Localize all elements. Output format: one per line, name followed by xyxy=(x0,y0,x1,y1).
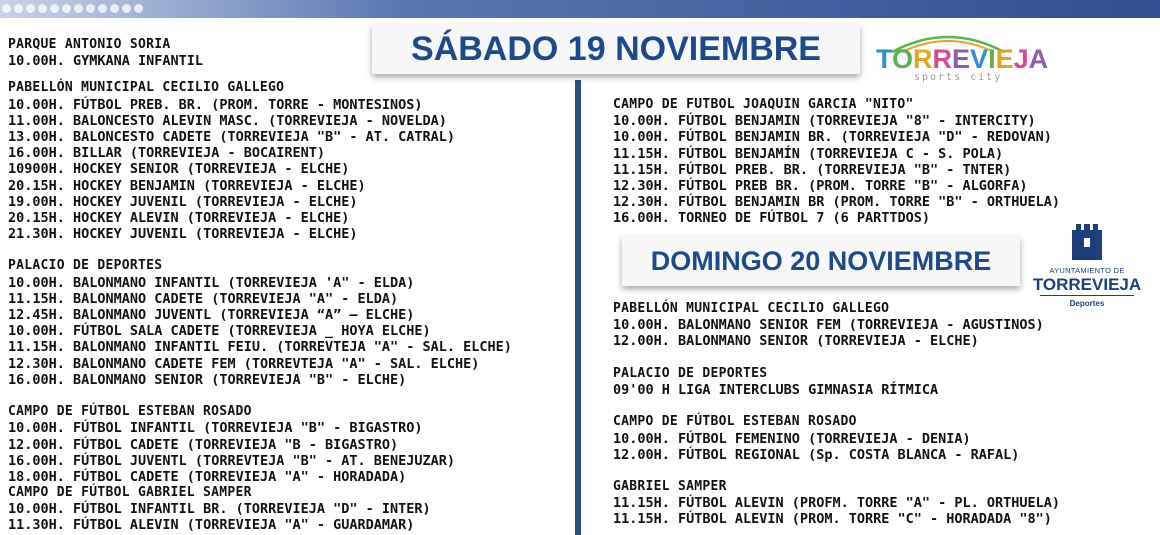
top-decorative-bar xyxy=(0,0,1160,18)
venue-heading: CAMPO DE FÚTBOL ESTEBAN ROSADO xyxy=(8,404,252,420)
ayuntamiento-rule xyxy=(1040,295,1134,296)
ayuntamiento-line2: TORREVIEJA xyxy=(1032,275,1142,294)
event-line: 16.00H. FÚTBOL JUVENTL (TORREVTEJA "B" - AT. BENEJUZAR) xyxy=(8,452,456,469)
event-line: 11.15H. BALONMANO CADETE (TORREVIEJA "A" - ELDA) xyxy=(8,290,399,307)
event-line: 10.00H. FÚTBOL SALA CADETE (TORREVIEJA _ HOYA ELCHE) xyxy=(8,323,431,340)
saturday-banner: SÁBADO 19 NOVIEMBRE xyxy=(372,24,860,74)
event-line: 12.30H. FÚTBOL PREB BR. (PROM. TORRE "B" - ALGORFA) xyxy=(613,177,1028,194)
event-line: 12.00H. FÚTBOL CADETE (TORREVIEJA "B - BIGASTRO) xyxy=(8,436,399,453)
venue-heading: GABRIEL SAMPER xyxy=(613,479,727,495)
event-line: 10.00H. FÚTBOL FEMENINO (TORREVIEJA - DENIA) xyxy=(613,430,971,447)
torrevieja-logo-word: TORREVIEJA xyxy=(876,44,1049,74)
saturday-right-column xyxy=(613,97,1060,227)
event-line: 16.00H. TORNEO DE FÚTBOL 7 (6 PARTTDOS) xyxy=(613,210,930,227)
event-line: 16.00H. BILLAR (TORREVIEJA - BOCAIRENT) xyxy=(8,145,325,162)
torrevieja-logo-subtitle: sports city xyxy=(914,72,1003,83)
event-line: 12.30H. BALONMANO CADETE FEM (TORREVTEJA "A" - SAL. ELCHE) xyxy=(8,355,480,372)
event-line: 10.00H. FÚTBOL INFANTIL BR. (TORREVIEJA "D" - INTER) xyxy=(8,501,431,518)
event-line: 11.30H. FÚTBOL ALEVIN (TORREVIEJA "A" - GUARDAMAR) xyxy=(8,517,415,534)
venue-heading: PALACIO DE DEPORTES xyxy=(613,365,768,381)
event-line: 11.15H. FÚTBOL ALEVIN (PROM. TORRE "C" - HORADADA "8") xyxy=(613,511,1052,528)
ayuntamiento-line3: Deportes xyxy=(1069,299,1105,308)
event-line: 11.15H. FÚTBOL BENJAMÍN (TORREVIEJA C - S. POLA) xyxy=(613,145,1004,162)
event-line: 10.00H. BALONMANO SENIOR FEM (TORREVIEJA - AGUSTINOS) xyxy=(613,317,1044,334)
event-line: 11.00H. BALONCESTO ALEVIN MASC. (TORREVIEJA - NOVELDA) xyxy=(8,112,447,129)
event-line: 10.00H. FÚTBOL INFANTIL (TORREVIEJA "B" - BIGASTRO) xyxy=(8,420,423,437)
ayuntamiento-line1: AYUNTAMIENTO DE xyxy=(1049,266,1125,275)
decorative-dots xyxy=(0,4,143,14)
event-line: 13.00H. BALONCESTO CADETE (TORREVIEJA "B" - AT. CATRAL) xyxy=(8,128,456,145)
event-line: 10900H. HOCKEY SENIOR (TORREVIEJA - ELCHE) xyxy=(8,161,350,178)
sunday-banner: DOMINGO 20 NOVIEMBRE xyxy=(622,236,1020,286)
venue-heading: PARQUE ANTONIO SORIA xyxy=(8,37,171,52)
torrevieja-sports-city-logo xyxy=(874,28,1049,84)
venue-heading: PALACIO DE DEPORTES xyxy=(8,258,163,274)
event-line: 12.00H. BALONMANO SENIOR (TORREVIEJA - ELCHE) xyxy=(613,333,979,350)
event-line: 10.00H. FÚTBOL BENJAMIN BR. (TORREVIEJA "D" - REDOVAN) xyxy=(613,129,1052,146)
event-line: 16.00H. BALONMANO SENIOR (TORREVIEJA "B" - ELCHE) xyxy=(8,371,407,388)
event-line: 10.00H. BALONMANO INFANTIL (TORREVIEJA 'A" - ELDA) xyxy=(8,274,415,291)
venue-heading: PABELLÓN MUNICIPAL CECILIO GALLEGO xyxy=(613,301,890,316)
venue-heading: CAMPO DE FÚTBOL ESTEBAN ROSADO xyxy=(613,414,857,430)
event-line: 20.15H. HOCKEY ALEVIN (TORREVIEJA - ELCHE) xyxy=(8,209,350,226)
event-line: 12.30H. FÚTBOL BENJAMIN BR (PROM. TORRE "B" - ORTHUELA) xyxy=(613,194,1061,211)
event-line: 10.00H. FÚTBOL PREB. BR. (PROM. TORRE - MONTESINOS) xyxy=(8,96,423,113)
venue-heading: PABELLÓN MUNICIPAL CECILIO GALLEGO xyxy=(8,80,285,96)
event-line: 12.45H. BALONMANO JUVENTL (TORREVIEJA “A” – ELCHE) xyxy=(8,307,415,323)
venue-heading: CAMPO DE FÚTBOL GABRIEL SAMPER xyxy=(8,485,252,501)
event-line: 09'00 H LIGA INTERCLUBS GIMNASIA RÍTMICA xyxy=(613,381,939,398)
event-line: 12.00H. FÚTBOL REGIONAL (Sp. COSTA BLANCA - RAFAL) xyxy=(613,446,1020,463)
event-line: 11.15H. BALONMANO INFANTIL FEIU. (TORREVTEJA "A" - SAL. ELCHE) xyxy=(8,339,512,356)
event-line: 11.15H. FÚTBOL PREB. BR. (TORREVIEJA "B" - TNTER) xyxy=(613,161,1012,178)
venue-heading: CAMPO DE FUTBOL JOAQUIN GARCIA "NITO" xyxy=(613,97,914,112)
event-line: 21.30H. HOCKEY JUVENIL (TORREVIEJA - ELCHE) xyxy=(8,226,358,243)
sunday-column xyxy=(613,301,1060,528)
saturday-left-column xyxy=(8,37,512,534)
event-line: 19.00H. HOCKEY JUVENIL (TORREVIEJA - ELCHE) xyxy=(8,193,358,210)
event-line: 10.00H. FÚTBOL BENJAMIN (TORREVIEJA "8" - INTERCITY) xyxy=(613,113,1036,130)
tower-icon xyxy=(1070,222,1104,260)
event-line: 20.15H. HOCKEY BENJAMIN (TORREVIEJA - ELCHE) xyxy=(8,177,366,194)
column-divider xyxy=(575,80,581,535)
event-line: 10.00H. GYMKANA INFANTIL xyxy=(8,53,204,70)
event-line: 11.15H. FÚTBOL ALEVIN (PROFM. TORRE "A" - PL. ORTHUELA) xyxy=(613,495,1061,512)
event-line: 18.00H. FÚTBOL CADETE (TORREVIEJA "A" - HORADADA) xyxy=(8,468,407,485)
